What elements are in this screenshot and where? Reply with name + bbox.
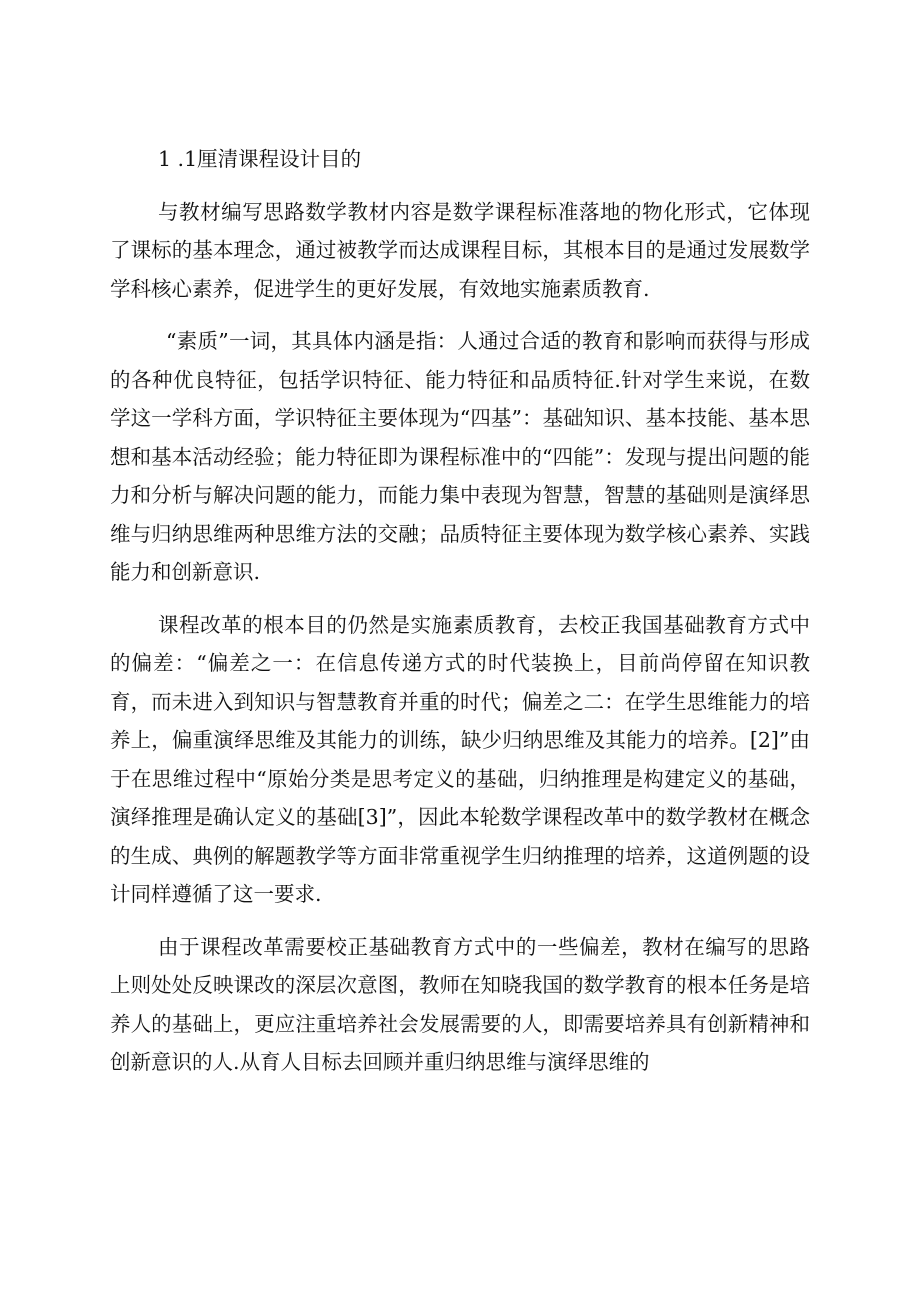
paragraph-4: 由于课程改革需要校正基础教育方式中的一些偏差，教材在编写的思路上则处处反映课改的深层次意图，教师在知晓我国的数学教育的根本任务是培养人的基础上，更应注重培养社会发展需要的人，即需要培养具有创新精神和创新意识的人.从育人目标去回顾并重归纳思维与演绎思维的 [110, 934, 810, 1074]
paragraph-1: 与教材编写思路数学教材内容是数学课程标准落地的物化形式，它体现了课标的基本理念，通过被教学而达成课程目标，其根本目的是通过发展数学学科核心素养，促进学生的更好发展，有效地实施素质教育. [110, 199, 810, 301]
paragraph-2: “素质”一词，其具体内涵是指：人通过合适的教育和影响而获得与形成的各种优良特征，包括学识特征、能力特征和品质特征.针对学生来说，在数学这一学科方面，学识特征主要体现为“四基”：基础知识、基本技能、基本思想和基本活动经验；能力特征即为课程标准中的“四能”：发现与提出问题的能力和分析与解决问题的能力，而能力集中表现为智慧，智慧的基础则是演绎思维与归纳思维两种思维方法的交融；品质特征主要体现为数学核心素养、实践能力和创新意识. [110, 329, 810, 584]
section-heading: 1 .1厘清课程设计目的 [158, 147, 362, 171]
paragraph-3: 课程改革的根本目的仍然是实施素质教育，去校正我国基础教育方式中的偏差：“偏差之一：在信息传递方式的时代装换上，目前尚停留在知识教育，而未进入到知识与智慧教育并重的时代；偏差之二：在学生思维能力的培养上，偏重演绎思维及其能力的训练，缺少归纳思维及其能力的培养。[2]”由于在思维过程中“原始分类是思考定义的基础，归纳推理是构建定义的基础，演绎推理是确认定义的基础[3]”，因此本轮数学课程改革中的数学教材在概念的生成、典例的解题教学等方面非常重视学生归纳推理的培养，这道例题的设计同样遵循了这一要求. [110, 612, 810, 906]
document-body [110, 140, 810, 1096]
